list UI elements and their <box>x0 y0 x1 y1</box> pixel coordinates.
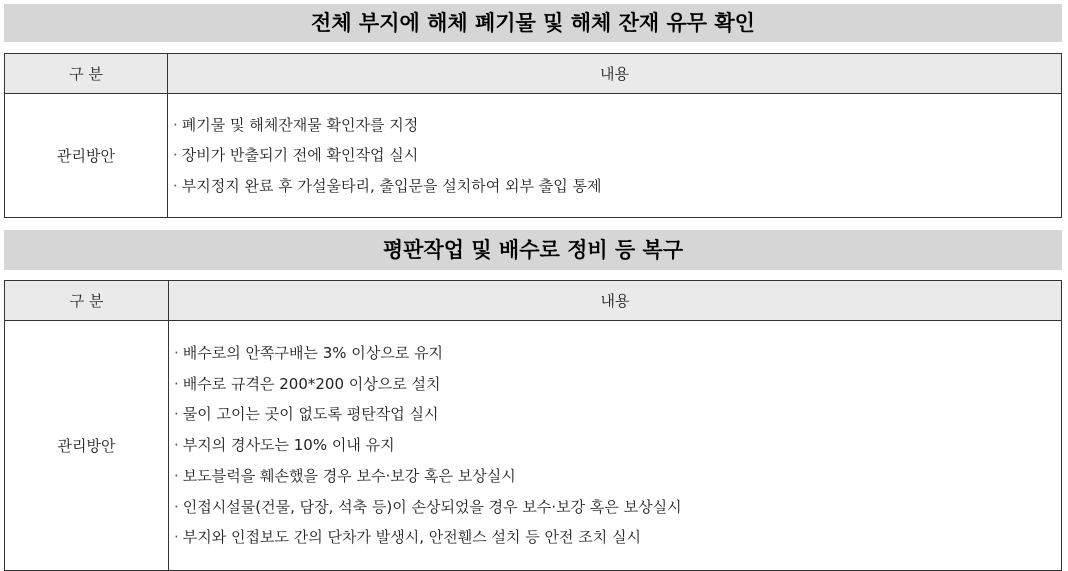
table-row <box>5 94 1062 218</box>
item-text: 부지정지 완료 후 가설울타리, 출입문을 설치하여 외부 출입 통제 <box>181 176 602 195</box>
bullet-dot: · <box>173 146 178 165</box>
header-category: 구 분 <box>5 54 168 94</box>
item-text: 물이 고이는 곳이 없도록 평탄작업 실시 <box>182 405 439 424</box>
list-item <box>174 399 1061 430</box>
management-table <box>4 53 1062 218</box>
table-header-row <box>5 281 1062 321</box>
item-text: 장비가 반출되기 전에 확인작업 실시 <box>181 146 419 165</box>
row-label: 관리방안 <box>5 94 168 218</box>
bullet-dot: · <box>174 528 179 547</box>
table-header-row <box>5 54 1062 94</box>
content-cell <box>168 94 1062 218</box>
list-item <box>174 338 1061 369</box>
section-title: 평판작업 및 배수로 정비 등 복구 <box>4 230 1062 270</box>
bullet-dot: · <box>173 115 178 134</box>
section-grading-drainage-restore <box>4 230 1062 569</box>
header-content: 내용 <box>169 281 1062 321</box>
item-text: 부지의 경사도는 10% 이내 유지 <box>182 436 395 455</box>
item-text: 폐기물 및 해체잔재물 확인자를 지정 <box>181 115 419 134</box>
bullet-dot: · <box>174 405 179 424</box>
bullet-dot: · <box>174 436 179 455</box>
bullet-dot: · <box>174 374 179 393</box>
bullet-list <box>169 338 1061 554</box>
item-text: 배수로의 안쪽구배는 3% 이상으로 유지 <box>182 343 444 362</box>
bullet-dot: · <box>173 176 178 195</box>
header-category: 구 분 <box>5 281 169 321</box>
row-label: 관리방안 <box>5 321 169 571</box>
management-table <box>4 280 1062 571</box>
bullet-dot: · <box>174 466 179 485</box>
item-text: 부지와 인접보도 간의 단차가 발생시, 안전휀스 설치 등 안전 조치 실시 <box>182 528 641 547</box>
bullet-dot: · <box>174 497 179 516</box>
bullet-dot: · <box>174 343 179 362</box>
section-demolition-waste-check <box>4 4 1062 218</box>
list-item <box>173 171 1061 202</box>
bullet-list <box>168 110 1061 202</box>
list-item <box>174 461 1061 492</box>
content-cell <box>169 321 1062 571</box>
list-item <box>173 110 1061 141</box>
list-item <box>173 140 1061 171</box>
item-text: 인접시설물(건물, 담장, 석축 등)이 손상되었을 경우 보수·보강 혹은 보상실시 <box>182 497 682 516</box>
item-text: 배수로 규격은 200*200 이상으로 설치 <box>182 374 441 393</box>
item-text: 보도블럭을 훼손했을 경우 보수·보강 혹은 보상실시 <box>182 466 516 485</box>
header-content: 내용 <box>168 54 1062 94</box>
table-row <box>5 321 1062 571</box>
section-title: 전체 부지에 해체 폐기물 및 해체 잔재 유무 확인 <box>4 4 1062 42</box>
list-item <box>174 430 1061 461</box>
list-item <box>174 492 1061 523</box>
list-item <box>174 369 1061 400</box>
list-item <box>174 522 1061 553</box>
